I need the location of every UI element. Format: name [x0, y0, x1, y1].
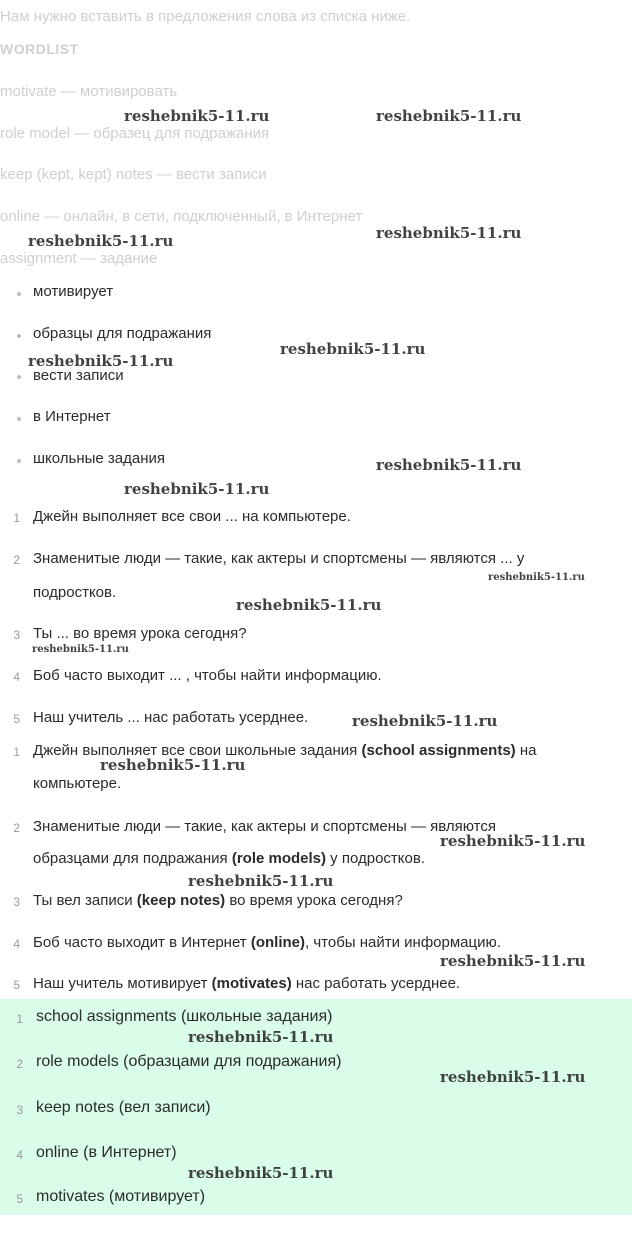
question-text: Джейн выполняет все свои ... на компьютере.: [33, 508, 351, 525]
watermark: reshebnik5-11.ru: [32, 644, 129, 655]
wordlist-item: assignment — задание: [0, 250, 158, 267]
question-text: Боб часто выходит ... , чтобы найти информацию.: [33, 667, 382, 684]
wordlist-item: role model — образец для подражания: [0, 125, 270, 142]
filled-sentence-cont: образцами для подражания (role models) у подростков.: [33, 850, 426, 867]
watermark: reshebnik5-11.ru: [376, 107, 522, 125]
filled-sentence-cont: компьютере.: [33, 775, 122, 792]
item-number: 3: [13, 895, 20, 909]
filled-sentence: Джейн выполняет все свои школьные задания (school assignments) на: [33, 742, 537, 759]
answer-term: (motivates): [211, 975, 292, 992]
item-number: 1: [13, 745, 20, 759]
filled-sentence: Знаменитые люди — такие, как актеры и спортсмены — являются: [33, 818, 496, 835]
item-number: 1: [16, 1012, 23, 1026]
answer-term: (role models): [231, 850, 327, 867]
item-number: 1: [13, 511, 20, 525]
watermark: reshebnik5-11.ru: [100, 756, 246, 774]
bullet-dot: [17, 334, 21, 338]
watermark: reshebnik5-11.ru: [280, 340, 426, 358]
item-number: 4: [13, 670, 20, 684]
watermark: reshebnik5-11.ru: [188, 1164, 334, 1182]
watermark: reshebnik5-11.ru: [440, 832, 586, 850]
question-text: Ты ... во время урока сегодня?: [33, 625, 247, 642]
watermark: reshebnik5-11.ru: [440, 1068, 586, 1086]
watermark: reshebnik5-11.ru: [440, 952, 586, 970]
question-text: Наш учитель ... нас работать усерднее.: [33, 709, 309, 726]
item-number: 4: [13, 937, 20, 951]
filled-sentence: Наш учитель мотивирует (motivates) нас работать усерднее.: [33, 975, 461, 992]
bullet-dot: [17, 417, 21, 421]
watermark: reshebnik5-11.ru: [376, 224, 522, 242]
watermark: reshebnik5-11.ru: [376, 456, 522, 474]
answer-term: (keep notes): [136, 892, 226, 909]
bullet-dot: [17, 459, 21, 463]
answer-item: role models (образцами для подражания): [36, 1053, 342, 1070]
item-number: 3: [13, 628, 20, 642]
watermark: reshebnik5-11.ru: [28, 352, 174, 370]
answer-item: keep notes (вел записи): [36, 1099, 211, 1116]
list-item: вести записи: [33, 367, 124, 384]
wordlist-item: online — онлайн, в сети, подключенный, в Интернет: [0, 208, 363, 225]
watermark: reshebnik5-11.ru: [28, 232, 174, 250]
watermark: reshebnik5-11.ru: [124, 107, 270, 125]
wordlist-heading: WORDLIST: [0, 41, 79, 57]
watermark: reshebnik5-11.ru: [236, 596, 382, 614]
item-number: 2: [13, 553, 20, 567]
question-text-cont: подростков.: [33, 584, 117, 601]
answer-item: motivates (мотивирует): [36, 1188, 206, 1205]
list-item: школьные задания: [33, 450, 166, 467]
bullet-dot: [17, 375, 21, 379]
list-item: в Интернет: [33, 408, 111, 425]
wordlist-item: keep (kept, kept) notes — вести записи: [0, 166, 267, 183]
watermark: reshebnik5-11.ru: [488, 572, 585, 583]
question-text: Знаменитые люди — такие, как актеры и спортсмены — являются ... у: [33, 550, 525, 567]
answer-term: (school assignments): [361, 742, 516, 759]
watermark: reshebnik5-11.ru: [124, 480, 270, 498]
item-number: 3: [16, 1103, 23, 1117]
filled-sentence: Ты вел записи (keep notes) во время урока сегодня?: [33, 892, 403, 909]
list-item: образцы для подражания: [33, 325, 212, 342]
item-number: 5: [13, 712, 20, 726]
intro-text: Нам нужно вставить в предложения слова из списка ниже.: [0, 8, 411, 25]
item-number: 4: [16, 1148, 23, 1162]
filled-sentence: Боб часто выходит в Интернет (online), чтобы найти информацию.: [33, 934, 501, 951]
answer-item: online (в Интернет): [36, 1144, 177, 1161]
watermark: reshebnik5-11.ru: [352, 712, 498, 730]
item-number: 2: [16, 1057, 23, 1071]
bullet-dot: [17, 292, 21, 296]
item-number: 5: [16, 1192, 23, 1206]
item-number: 2: [13, 821, 20, 835]
answer-term: (online): [250, 934, 305, 951]
watermark: reshebnik5-11.ru: [188, 872, 334, 890]
item-number: 5: [13, 978, 20, 992]
list-item: мотивирует: [33, 283, 114, 300]
wordlist-item: motivate — мотивировать: [0, 83, 178, 100]
watermark: reshebnik5-11.ru: [188, 1028, 334, 1046]
answer-item: school assignments (школьные задания): [36, 1008, 333, 1025]
